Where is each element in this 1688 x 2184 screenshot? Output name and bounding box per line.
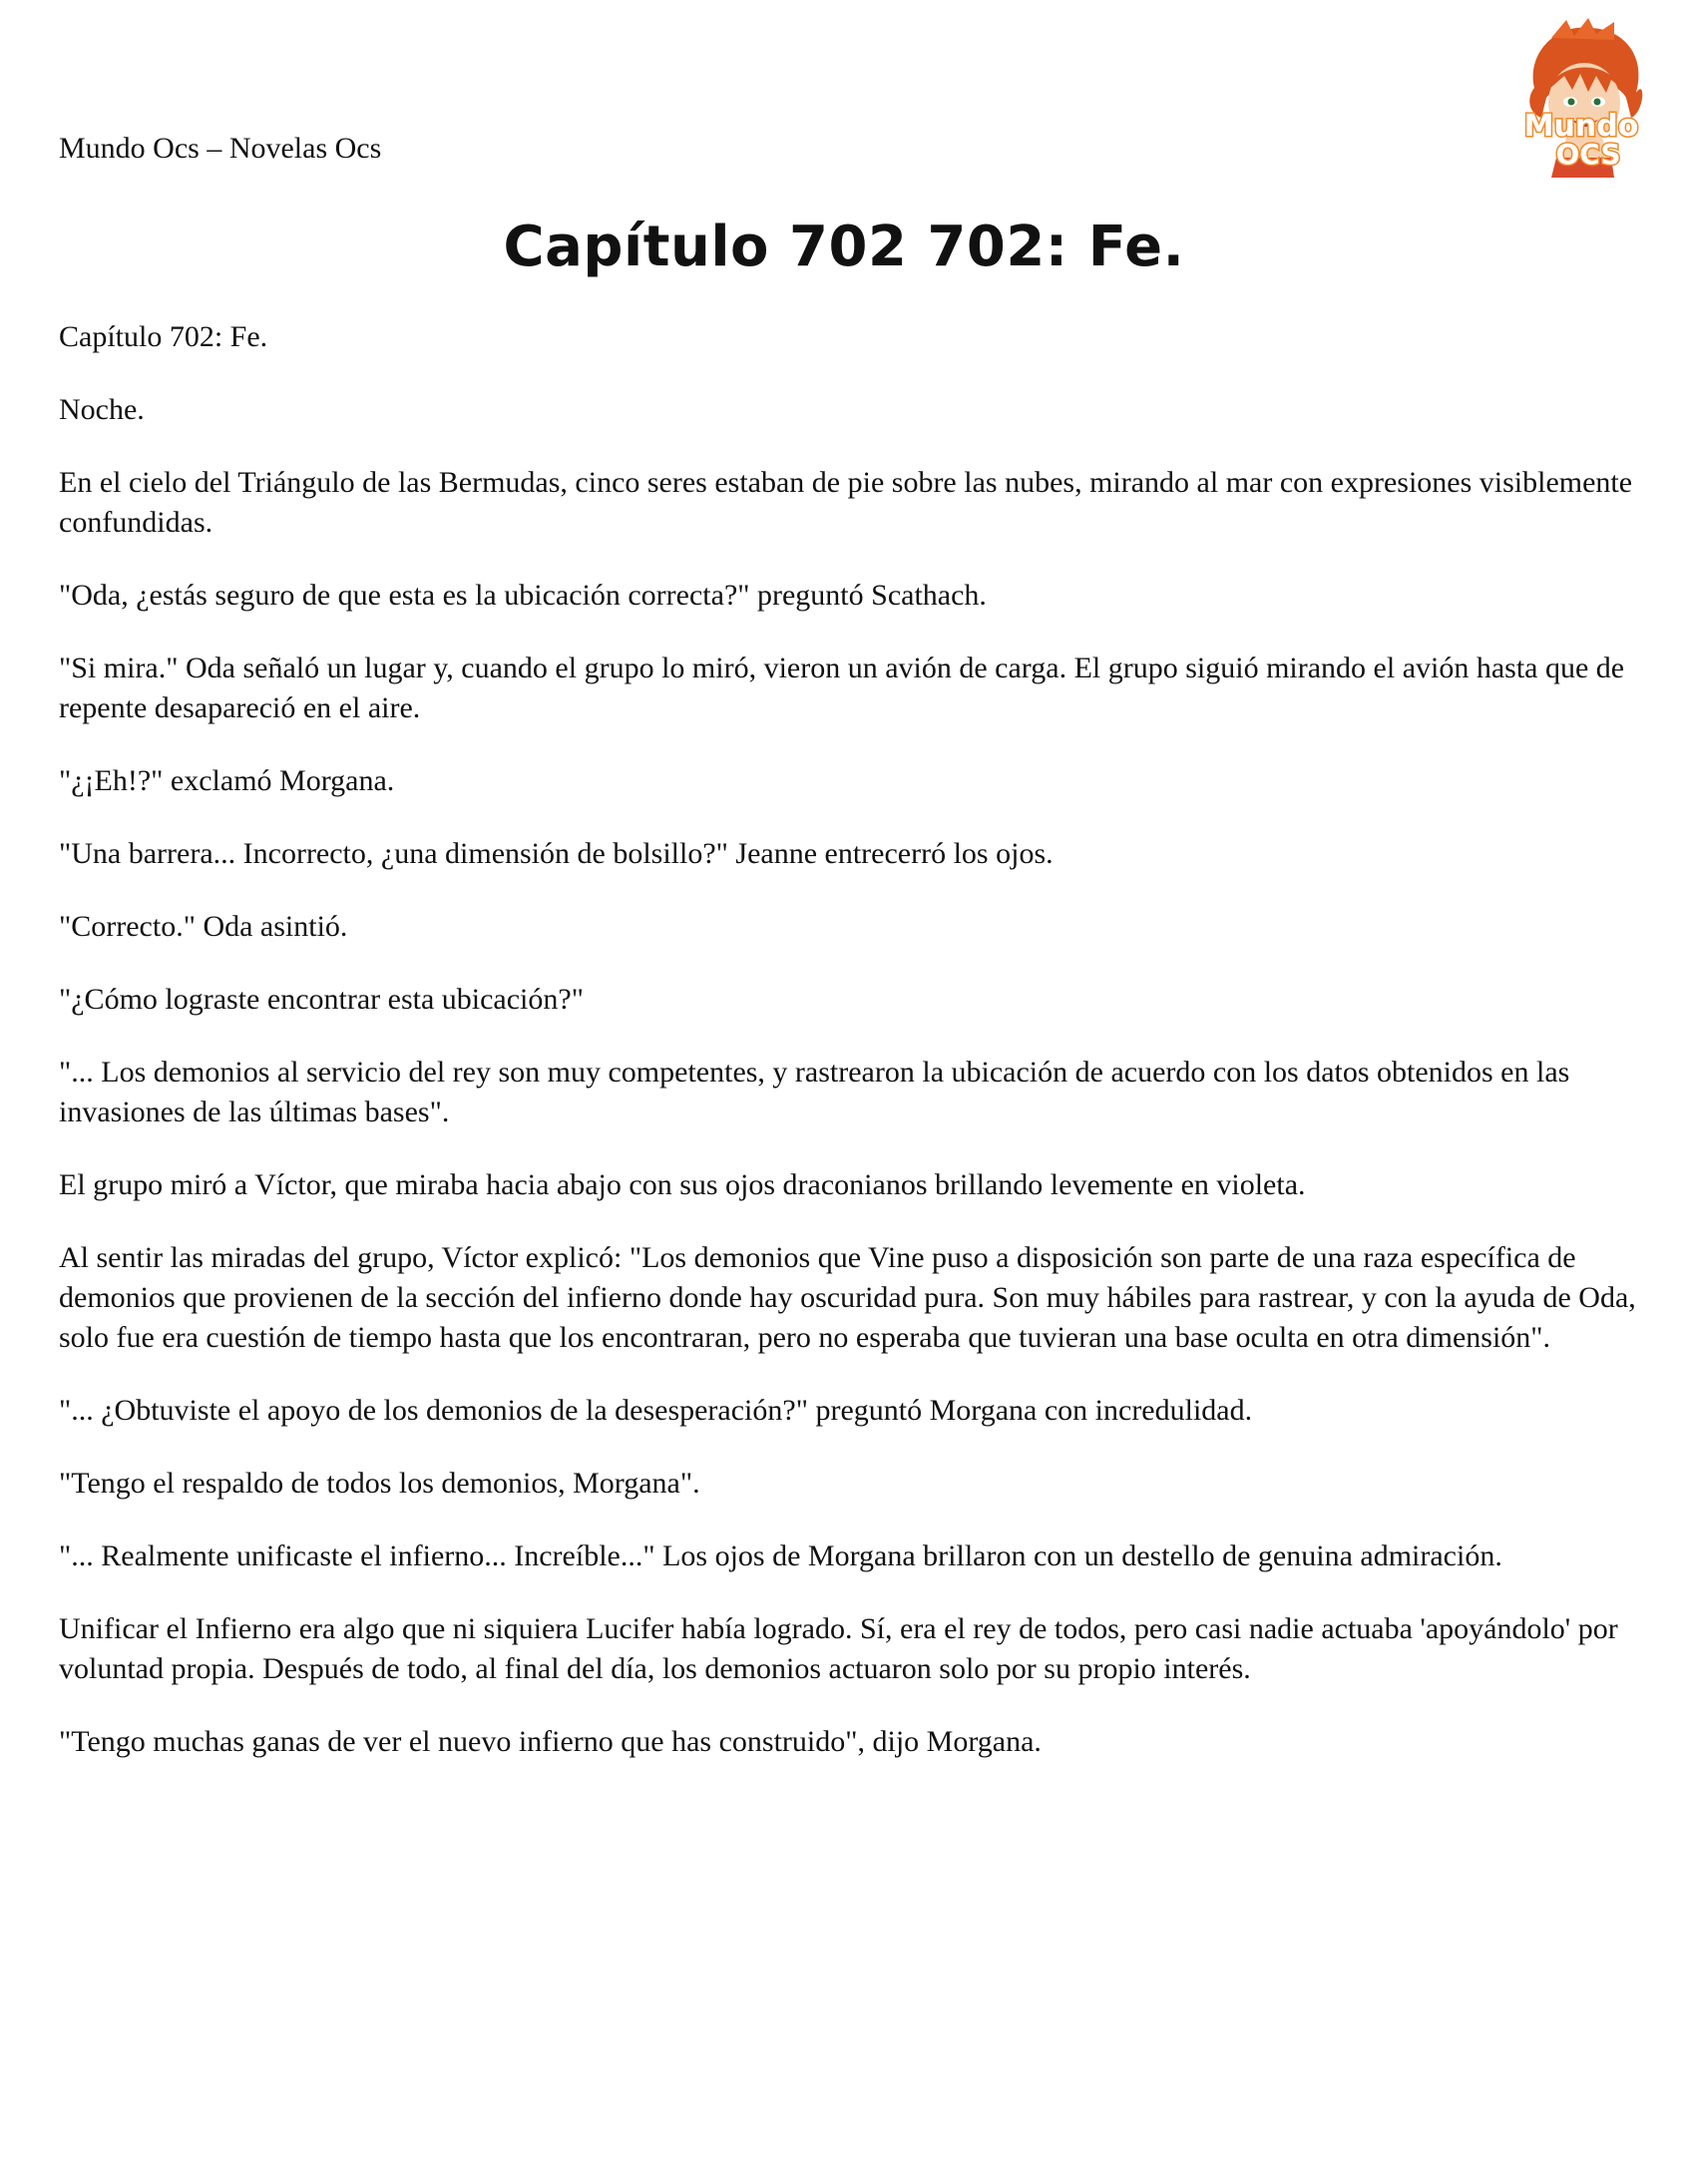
mundo-ocs-logo-icon	[1496, 18, 1666, 178]
paragraph: "... Realmente unificaste el infierno... Increíble..." Los ojos de Morgana brillaron con un destello de genuina admiración.	[59, 1539, 1502, 1572]
chapter-body	[59, 317, 1645, 1795]
paragraph: "¿Cómo lograste encontrar esta ubicación?"	[59, 983, 584, 1016]
paragraph: El grupo miró a Víctor, que miraba hacia abajo con sus ojos draconianos brillando levemente en violeta.	[59, 1168, 1306, 1201]
paragraph: "Correcto." Oda asintió.	[59, 910, 348, 943]
paragraph: "Una barrera... Incorrecto, ¿una dimensión de bolsillo?" Jeanne entrecerró los ojos.	[59, 837, 1054, 870]
paragraph: Capítulo 702: Fe.	[59, 320, 268, 353]
paragraph: Noche.	[59, 393, 145, 426]
logo-text-top: Mundo	[1523, 109, 1639, 144]
paragraph: "Tengo muchas ganas de ver el nuevo infierno que has construido", dijo Morgana.	[59, 1725, 1042, 1758]
paragraph: "Si mira." Oda señaló un lugar y, cuando el grupo lo miró, vieron un avión de carga. El grupo siguió mirando el avión hasta que de repente desapareció en el aire.	[59, 652, 1625, 724]
logo-text-bottom: OCS	[1555, 138, 1621, 171]
paragraph: "¿¡Eh!?" exclamó Morgana.	[59, 764, 395, 797]
site-header-text: Mundo Ocs – Novelas Ocs	[59, 132, 382, 165]
paragraph: "Tengo el respaldo de todos los demonios, Morgana".	[59, 1467, 700, 1500]
paragraph: "... Los demonios al servicio del rey son muy competentes, y rastrearon la ubicación de acuerdo con los datos obtenidos en las invasiones de las últimas bases".	[59, 1056, 1570, 1128]
paragraph: Unificar el Infierno era algo que ni siquiera Lucifer había logrado. Sí, era el rey de todos, pero casi nadie actuaba 'apoyándolo' por voluntad propia. Después de todo, al final del día, los demonios actuaron solo por su propio interés.	[59, 1612, 1618, 1685]
paragraph: "Oda, ¿estás seguro de que esta es la ubicación correcta?" preguntó Scathach.	[59, 579, 987, 612]
chapter-title: Capítulo 702 702: Fe.	[503, 215, 1185, 279]
paragraph: "... ¿Obtuviste el apoyo de los demonios de la desesperación?" preguntó Morgana con incredulidad.	[59, 1394, 1253, 1427]
paragraph: En el cielo del Triángulo de las Bermudas, cinco seres estaban de pie sobre las nubes, mirando al mar con expresiones visiblemente confundidas.	[59, 466, 1633, 539]
paragraph: Al sentir las miradas del grupo, Víctor explicó: "Los demonios que Vine puso a disposición son parte de una raza específica de demonios que provienen de la sección del infierno donde hay oscuridad pura. Son muy hábiles para rastrear, y con la ayuda de Oda, solo fue era cuestión de tiempo hasta que los encontraran, pero no esperaba que tuvieran una base oculta en otra dimensión".	[59, 1241, 1636, 1354]
